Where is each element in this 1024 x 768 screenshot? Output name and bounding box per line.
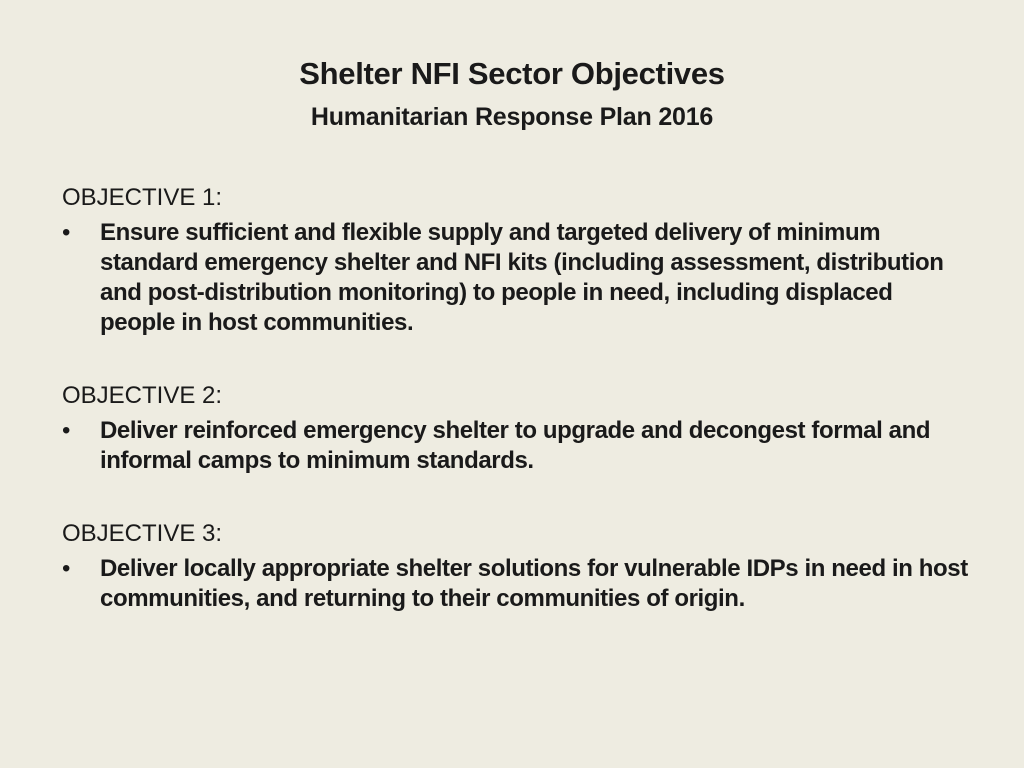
bullet-icon: • [62, 417, 71, 444]
bullet-icon: • [62, 555, 71, 582]
objective-bullet [62, 554, 972, 614]
objective-heading: OBJECTIVE 3: [62, 520, 223, 547]
slide-title: Shelter NFI Sector Objectives [299, 56, 725, 91]
objective-bullet [62, 218, 972, 338]
objective-2 [62, 380, 972, 476]
objective-3 [62, 518, 972, 614]
objective-1 [62, 182, 972, 338]
slide-subtitle: Humanitarian Response Plan 2016 [310, 103, 714, 131]
objective-bullet [62, 416, 972, 476]
objectives-list [62, 182, 972, 656]
objective-text: Deliver reinforced emergency shelter to upgrade and decongest formal and informal camps to minimum standards. [100, 417, 931, 474]
bullet-icon: • [62, 219, 71, 246]
title-block [0, 54, 1024, 134]
objective-text: Ensure sufficient and flexible supply and targeted delivery of minimum standard emergency shelter and NFI kits (including assessment, distribution and post-distribution monitoring) to people in need, including displaced people in host communities. [100, 219, 944, 336]
objective-heading: OBJECTIVE 1: [62, 184, 223, 211]
objective-heading: OBJECTIVE 2: [62, 382, 223, 409]
objective-text: Deliver locally appropriate shelter solutions for vulnerable IDPs in need in host communities, and returning to their communities of origin. [100, 555, 968, 612]
